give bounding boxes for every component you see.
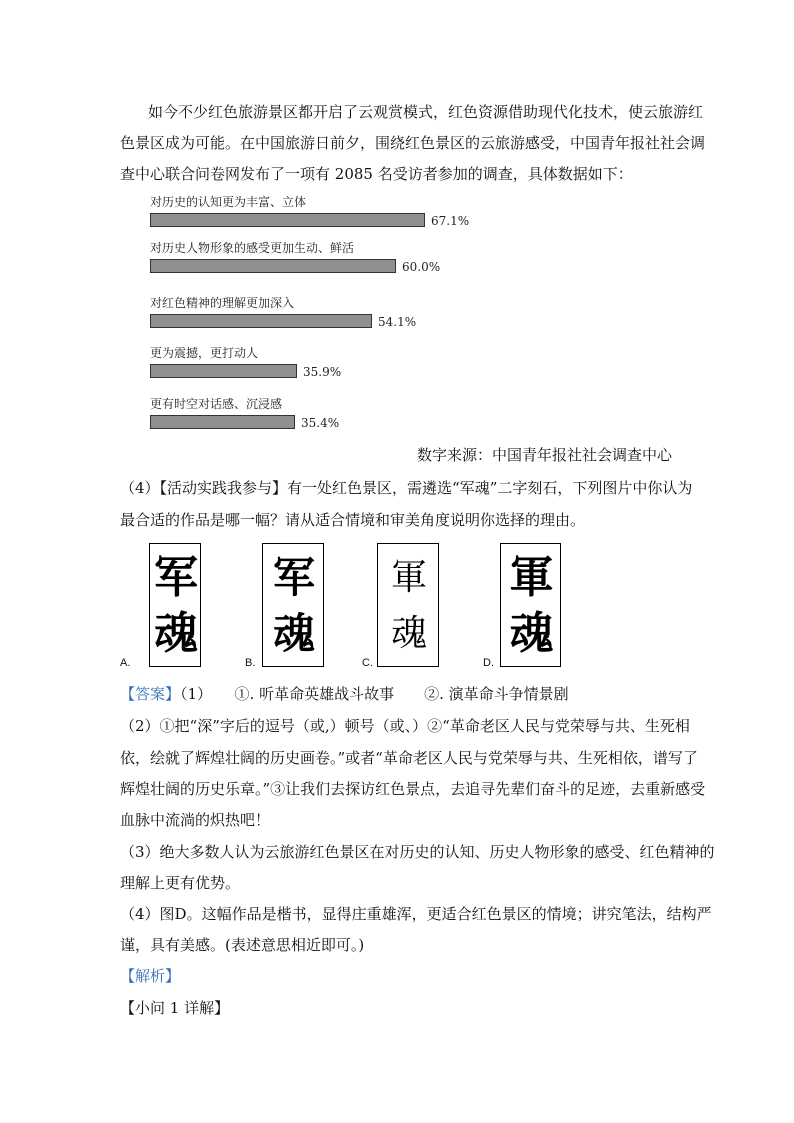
option-d-char-2: 魂 bbox=[509, 609, 554, 658]
option-b-letter: B. bbox=[245, 657, 256, 669]
analysis-sub-1: 【小问 1 详解】 bbox=[120, 999, 230, 1017]
chart-value-label: 54.1% bbox=[378, 315, 417, 329]
option-c-image[interactable] bbox=[377, 543, 439, 667]
option-a-char-1: 军 bbox=[154, 552, 198, 603]
option-d-image[interactable] bbox=[500, 543, 561, 667]
chart-value-label: 35.9% bbox=[303, 365, 342, 379]
chart-bar bbox=[150, 213, 425, 227]
chart-bar bbox=[150, 415, 295, 429]
answer-3-line-2: 理解上更有优势。 bbox=[120, 874, 241, 892]
answer-2-line-2: 依，绘就了辉煌壮阔的历史画卷。”或者“革命老区人民与党荣辱与共、生死相依，谱写了 bbox=[120, 749, 698, 767]
chart-category-label: 更有时空对话感、沉浸感 bbox=[150, 397, 283, 411]
option-a-char-2: 魂 bbox=[154, 608, 198, 659]
question-4-line-2: 最合适的作品是哪一幅？请从适合情境和审美角度说明你选择的理由。 bbox=[120, 511, 586, 529]
answer-4-line-2: 谨，具有美感。(表述意思相近即可。) bbox=[120, 936, 365, 954]
option-d-letter: D. bbox=[483, 657, 494, 669]
answer-3-line-1: （3）绝大多数人认为云旅游红色景区在对历史的认知、历史人物形象的感受、红色精神的 bbox=[120, 843, 715, 861]
option-a-letter: A. bbox=[120, 657, 131, 669]
chart-value-label: 35.4% bbox=[301, 416, 340, 430]
answer-line-1 bbox=[120, 684, 680, 704]
answer-4-line-1: （4）图D。这幅作品是楷书，显得庄重雄浑，更适合红色景区的情境；讲究笔法，结构严 bbox=[120, 905, 712, 923]
chart-category-label: 对历史的认知更为丰富、立体 bbox=[150, 195, 307, 209]
option-c-char-2: 魂 bbox=[390, 613, 427, 654]
chart-category-label: 对红色精神的理解更加深入 bbox=[150, 296, 295, 310]
intro-line-3: 查中心联合问卷网发布了一项有 2085 名受访者参加的调查，具体数据如下： bbox=[120, 165, 633, 183]
intro-line-2: 色景区成为可能。在中国旅游日前夕，围绕红色景区的云旅游感受，中国青年报社社会调 bbox=[120, 134, 706, 152]
intro-line-1: 如今不少红色旅游景区都开启了云观赏模式，红色资源借助现代化技术，使云旅游红 bbox=[148, 103, 704, 121]
question-4-line-1: （4）【活动实践我参与】有一处红色景区，需遴选“军魂”二字刻石，下列图片中你认为 bbox=[120, 479, 693, 497]
answer-1: （1） ①. 听革命英雄战斗故事 ②. 演革命斗争情景剧 bbox=[180, 685, 569, 703]
answer-2-line-1: （2）①把“深”字后的逗号（或,）顿号（或、）②“革命老区人民与党荣辱与共、生死相 bbox=[120, 717, 690, 735]
answer-2-line-4: 血脉中流淌的炽热吧！ bbox=[120, 811, 271, 829]
option-b-char-2: 魂 bbox=[272, 609, 315, 658]
option-d-char-1: 軍 bbox=[509, 553, 554, 602]
chart-category-label: 更为震撼，更打动人 bbox=[150, 346, 259, 360]
option-a-image[interactable] bbox=[149, 543, 201, 667]
answer-2-line-3: 辉煌壮阔的历史乐章。”③让我们去探访红色景点，去追寻先辈们奋斗的足迹，去重新感受 bbox=[120, 780, 706, 798]
option-b-image[interactable] bbox=[262, 543, 324, 667]
option-c-letter: C. bbox=[362, 657, 373, 669]
option-c-char-1: 軍 bbox=[390, 557, 427, 598]
chart-category-label: 对历史人物形象的感受更加生动、鲜活 bbox=[150, 241, 355, 255]
chart-bar bbox=[150, 259, 396, 273]
analysis-tag: 【解析】 bbox=[120, 967, 181, 985]
chart-bar bbox=[150, 364, 297, 378]
chart-source: 数字来源：中国青年报社社会调查中心 bbox=[416, 446, 672, 464]
chart-bar bbox=[150, 314, 372, 328]
answer-tag: 【答案】 bbox=[120, 685, 181, 703]
chart-value-label: 67.1% bbox=[431, 214, 470, 228]
chart-value-label: 60.0% bbox=[402, 260, 441, 274]
option-b-char-1: 军 bbox=[272, 553, 315, 602]
